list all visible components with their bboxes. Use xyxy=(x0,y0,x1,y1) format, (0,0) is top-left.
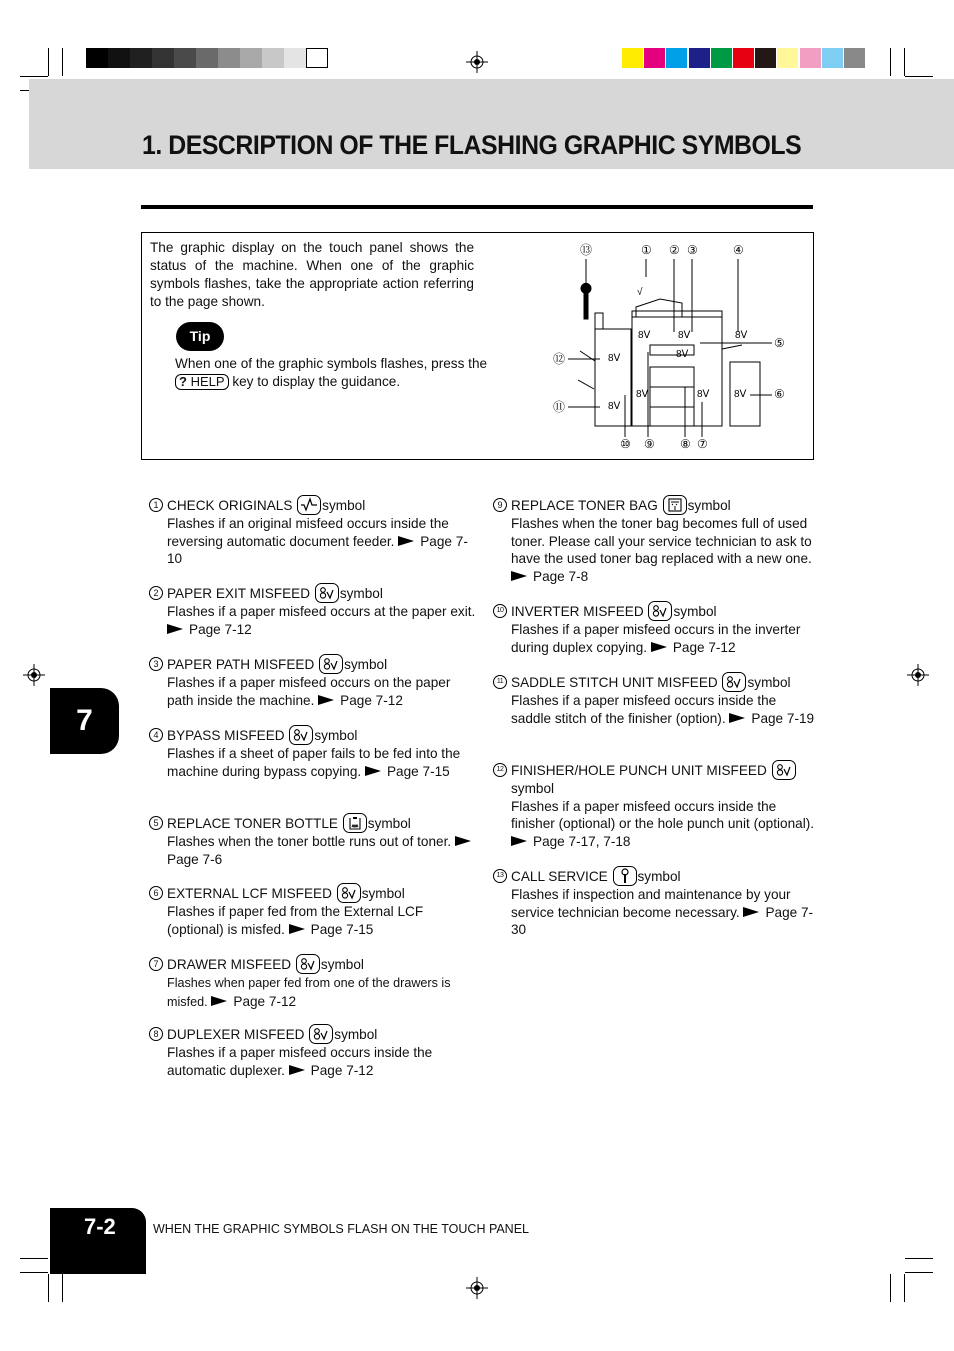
item-number: 6 xyxy=(149,886,163,900)
symbol-item xyxy=(496,674,816,727)
item-page-ref: Page 7-12 xyxy=(233,993,297,1009)
symbol-item xyxy=(153,727,477,780)
item-number: 3 xyxy=(149,657,163,671)
item-number: 7 xyxy=(149,957,163,971)
item-description: Flashes if inspection and maintenance by your service technician become necessary. xyxy=(511,886,791,920)
item-number: 8 xyxy=(149,1027,163,1041)
item-number: 13 xyxy=(493,869,507,883)
item-number: 5 xyxy=(149,816,163,830)
item-title: DRAWER MISFEED xyxy=(167,957,292,972)
item-description: Flashes if a paper misfeed occurs inside the saddle stitch of the finisher (option). xyxy=(511,692,777,726)
toner-bag-icon xyxy=(663,495,687,515)
color-swatch xyxy=(644,48,665,68)
item-number: 9 xyxy=(493,498,507,512)
color-swatch xyxy=(777,48,798,68)
item-title: PAPER EXIT MISFEED xyxy=(167,586,311,601)
registration-mark-icon xyxy=(466,51,488,73)
symbol-item xyxy=(153,885,477,938)
page-arrow-icon xyxy=(651,642,667,652)
tip-badge: Tip xyxy=(176,322,224,351)
check-originals-icon xyxy=(297,495,321,515)
diagram-misfeed-icon: 8ᐯ xyxy=(608,401,621,412)
crop-mark xyxy=(905,1272,933,1273)
item-symbol-word: symbol xyxy=(320,957,364,972)
diagram-label: ⑬ xyxy=(580,243,593,257)
crop-mark xyxy=(48,48,49,76)
gray-swatch xyxy=(218,48,240,68)
color-swatch xyxy=(622,48,643,68)
item-title: FINISHER/HOLE PUNCH UNIT MISFEED xyxy=(511,763,767,778)
page-arrow-icon xyxy=(729,713,745,723)
question-icon: ? xyxy=(179,374,187,389)
crop-mark xyxy=(62,48,63,76)
page-arrow-icon xyxy=(289,1065,305,1075)
gray-swatch xyxy=(152,48,174,68)
registration-mark-icon xyxy=(907,664,929,686)
symbol-item xyxy=(153,815,477,868)
item-symbol-word: symbol xyxy=(747,675,791,690)
item-symbol-word: symbol xyxy=(367,816,411,831)
diagram-label: ⑧ xyxy=(680,437,691,451)
item-title: REPLACE TONER BOTTLE xyxy=(167,816,338,831)
gray-swatch xyxy=(174,48,196,68)
crop-mark xyxy=(890,48,891,76)
item-description: Flashes if a paper misfeed occurs inside the finisher (optional) or the hole punch unit (optional). xyxy=(511,798,815,832)
wrench-icon xyxy=(613,866,637,886)
misfeed-icon xyxy=(289,725,313,745)
color-swatch xyxy=(822,48,843,68)
item-symbol-word: symbol xyxy=(322,498,366,513)
item-page-ref: Page 7-12 xyxy=(340,692,403,708)
tip-text-after: key to display the guidance. xyxy=(232,374,401,389)
crop-mark xyxy=(48,1274,49,1302)
item-page-ref: Page 7-8 xyxy=(533,569,589,585)
symbol-item xyxy=(153,1026,477,1079)
item-page-ref: Page 7-15 xyxy=(310,921,374,937)
item-page-ref: Page 7-12 xyxy=(672,639,736,655)
misfeed-icon xyxy=(648,601,672,621)
diagram-label: ⑥ xyxy=(774,387,785,401)
item-symbol-word: symbol xyxy=(344,657,388,672)
diagram-misfeed-icon: 8ᐯ xyxy=(676,349,689,360)
crop-mark xyxy=(904,48,905,76)
item-title: CALL SERVICE xyxy=(511,869,608,884)
page-arrow-icon xyxy=(167,624,183,634)
diagram-labels xyxy=(553,243,785,451)
page-arrow-icon xyxy=(318,695,334,705)
item-title: PAPER PATH MISFEED xyxy=(167,657,315,672)
title-rule xyxy=(141,205,813,209)
item-page-ref: Page 7-15 xyxy=(386,763,450,779)
crop-mark xyxy=(20,1272,48,1273)
diagram-misfeed-icon: 8ᐯ xyxy=(734,389,747,400)
misfeed-icon xyxy=(722,672,746,692)
misfeed-icon xyxy=(296,954,320,974)
gray-swatch xyxy=(108,48,130,68)
item-page-ref: Page 7-30 xyxy=(511,904,814,938)
page-arrow-icon xyxy=(511,571,527,581)
diagram-label: ⑦ xyxy=(697,437,708,451)
page-arrow-icon xyxy=(289,924,305,934)
page-arrow-icon xyxy=(511,836,527,846)
symbol-item xyxy=(153,585,477,638)
diagram-label: ⑨ xyxy=(644,437,655,451)
crop-mark xyxy=(905,76,933,77)
item-number: 12 xyxy=(493,763,507,777)
crop-mark xyxy=(20,1258,48,1259)
misfeed-icon xyxy=(315,583,339,603)
item-number: 2 xyxy=(149,586,163,600)
misfeed-icon xyxy=(337,883,361,903)
color-swatch xyxy=(666,48,687,68)
diagram-label: ② xyxy=(669,243,680,257)
diagram-check-originals-icon: √ xyxy=(637,287,643,298)
item-number: 11 xyxy=(493,675,507,689)
item-description: Flashes when paper fed from one of the drawers is misfed. xyxy=(167,975,451,1009)
item-symbol-word: symbol xyxy=(637,869,681,884)
diagram-label: ⑪ xyxy=(553,400,566,414)
diagram-misfeed-icon: 8ᐯ xyxy=(608,353,621,364)
tip-text xyxy=(175,355,495,391)
item-description: Flashes when the toner bag becomes full of used toner. Please call your service technician to ask to have the used toner bag replaced with a new one. xyxy=(511,515,812,567)
intro-text: The graphic display on the touch panel shows the status of the machine. When one of the graphic symbols flashes, take the appropriate action referring to the page shown. xyxy=(150,240,474,309)
crop-mark xyxy=(905,1258,933,1259)
item-description: Flashes if a sheet of paper fails to be fed into the machine during bypass copying. xyxy=(167,745,461,779)
item-symbol-word: symbol xyxy=(361,886,405,901)
color-swatch xyxy=(711,48,732,68)
item-title: BYPASS MISFEED xyxy=(167,728,285,743)
gray-swatch xyxy=(86,48,108,68)
intro-box xyxy=(141,232,814,460)
page-title: 1. DESCRIPTION OF THE FLASHING GRAPHIC SYMBOLS xyxy=(142,130,802,160)
misfeed-icon xyxy=(319,654,343,674)
crop-mark xyxy=(20,76,48,77)
symbol-item xyxy=(496,762,816,851)
page-number: 7-2 xyxy=(84,1214,116,1239)
item-title: INVERTER MISFEED xyxy=(511,604,644,619)
symbol-item xyxy=(496,603,816,656)
color-swatch xyxy=(755,48,776,68)
item-description: Flashes if a paper misfeed occurs on the paper path inside the machine. xyxy=(167,674,451,708)
item-title: DUPLEXER MISFEED xyxy=(167,1027,305,1042)
symbol-item xyxy=(153,656,477,709)
item-symbol-word: symbol xyxy=(334,1027,378,1042)
page-arrow-icon xyxy=(211,996,227,1006)
tip-text-before: When one of the graphic symbols flashes, press the xyxy=(175,356,488,371)
item-title: SADDLE STITCH UNIT MISFEED xyxy=(511,675,718,690)
item-number: 4 xyxy=(149,728,163,742)
item-number: 10 xyxy=(493,604,507,618)
toner-bottle-icon xyxy=(343,813,367,833)
registration-mark-icon xyxy=(466,1277,488,1299)
gray-swatch xyxy=(196,48,218,68)
diagram-label: ③ xyxy=(687,243,698,257)
item-page-ref: Page 7-10 xyxy=(167,533,468,567)
page-arrow-icon xyxy=(398,536,414,546)
help-key xyxy=(175,374,229,390)
item-description: Flashes if a paper misfeed occurs in the inverter during duplex copying. xyxy=(511,621,801,655)
diagram-label: ⑫ xyxy=(553,352,566,366)
crop-mark xyxy=(62,1274,63,1302)
item-page-ref: Page 7-19 xyxy=(751,710,815,726)
page-arrow-icon xyxy=(743,907,759,917)
item-title: REPLACE TONER BAG xyxy=(511,498,658,513)
help-key-label: HELP xyxy=(190,374,225,389)
gray-swatch xyxy=(284,48,306,68)
item-symbol-word: symbol xyxy=(511,780,555,796)
color-swatch xyxy=(689,48,710,68)
symbol-item xyxy=(153,956,477,1011)
item-title: EXTERNAL LCF MISFEED xyxy=(167,886,332,901)
color-swatch xyxy=(844,48,865,68)
item-page-ref: Page 7-12 xyxy=(310,1062,374,1078)
item-symbol-word: symbol xyxy=(687,498,731,513)
symbol-item xyxy=(496,868,816,939)
item-title: CHECK ORIGINALS xyxy=(167,498,293,513)
color-swatch xyxy=(800,48,821,68)
item-description: Flashes if a paper misfeed occurs inside the automatic duplexer. xyxy=(167,1044,433,1078)
item-page-ref: Page 7-6 xyxy=(167,851,223,867)
chapter-tab: 7 xyxy=(50,688,119,754)
diagram-misfeed-icon: 8ᐯ xyxy=(638,330,651,341)
symbol-item xyxy=(497,497,816,586)
diagram-label: ⑤ xyxy=(774,336,785,350)
machine-diagram xyxy=(550,237,806,455)
diagram-label: ① xyxy=(641,243,652,257)
item-symbol-word: symbol xyxy=(314,728,358,743)
diagram-misfeed-icon: 8ᐯ xyxy=(636,389,649,400)
registration-mark-icon xyxy=(23,664,45,686)
crop-mark xyxy=(904,1274,905,1302)
diagram-misfeed-icon: 8ᐯ xyxy=(678,330,691,341)
item-page-ref: Page 7-17, 7-18 xyxy=(533,834,631,850)
misfeed-icon xyxy=(309,1024,333,1044)
item-description: Flashes if an original misfeed occurs inside the reversing automatic document feeder. xyxy=(167,515,449,549)
diagram-misfeed-icon: 8ᐯ xyxy=(735,330,748,341)
misfeed-icon xyxy=(772,760,796,780)
gray-swatch xyxy=(306,48,328,68)
item-symbol-word: symbol xyxy=(339,586,383,601)
item-description: Flashes when the toner bottle runs out of toner. xyxy=(167,833,452,849)
page-arrow-icon xyxy=(365,766,381,776)
symbol-item xyxy=(153,497,477,568)
gray-swatch xyxy=(262,48,284,68)
gray-swatch xyxy=(130,48,152,68)
wrench-icon xyxy=(581,283,591,319)
item-page-ref: Page 7-12 xyxy=(189,621,252,637)
diagram-label: ④ xyxy=(733,243,744,257)
page-arrow-icon xyxy=(455,836,471,846)
item-description: Flashes if a paper misfeed occurs at the paper exit. xyxy=(167,603,476,619)
diagram-label: ⑩ xyxy=(620,437,631,451)
gray-swatch xyxy=(240,48,262,68)
item-symbol-word: symbol xyxy=(673,604,717,619)
diagram-misfeed-icon: 8ᐯ xyxy=(697,389,710,400)
color-swatch xyxy=(733,48,754,68)
footer-section-title: WHEN THE GRAPHIC SYMBOLS FLASH ON THE TOUCH PANEL xyxy=(153,1222,530,1236)
item-description: Flashes if paper fed from the External LCF (optional) is misfed. xyxy=(167,903,424,937)
item-number: 1 xyxy=(149,498,163,512)
crop-mark xyxy=(890,1274,891,1302)
